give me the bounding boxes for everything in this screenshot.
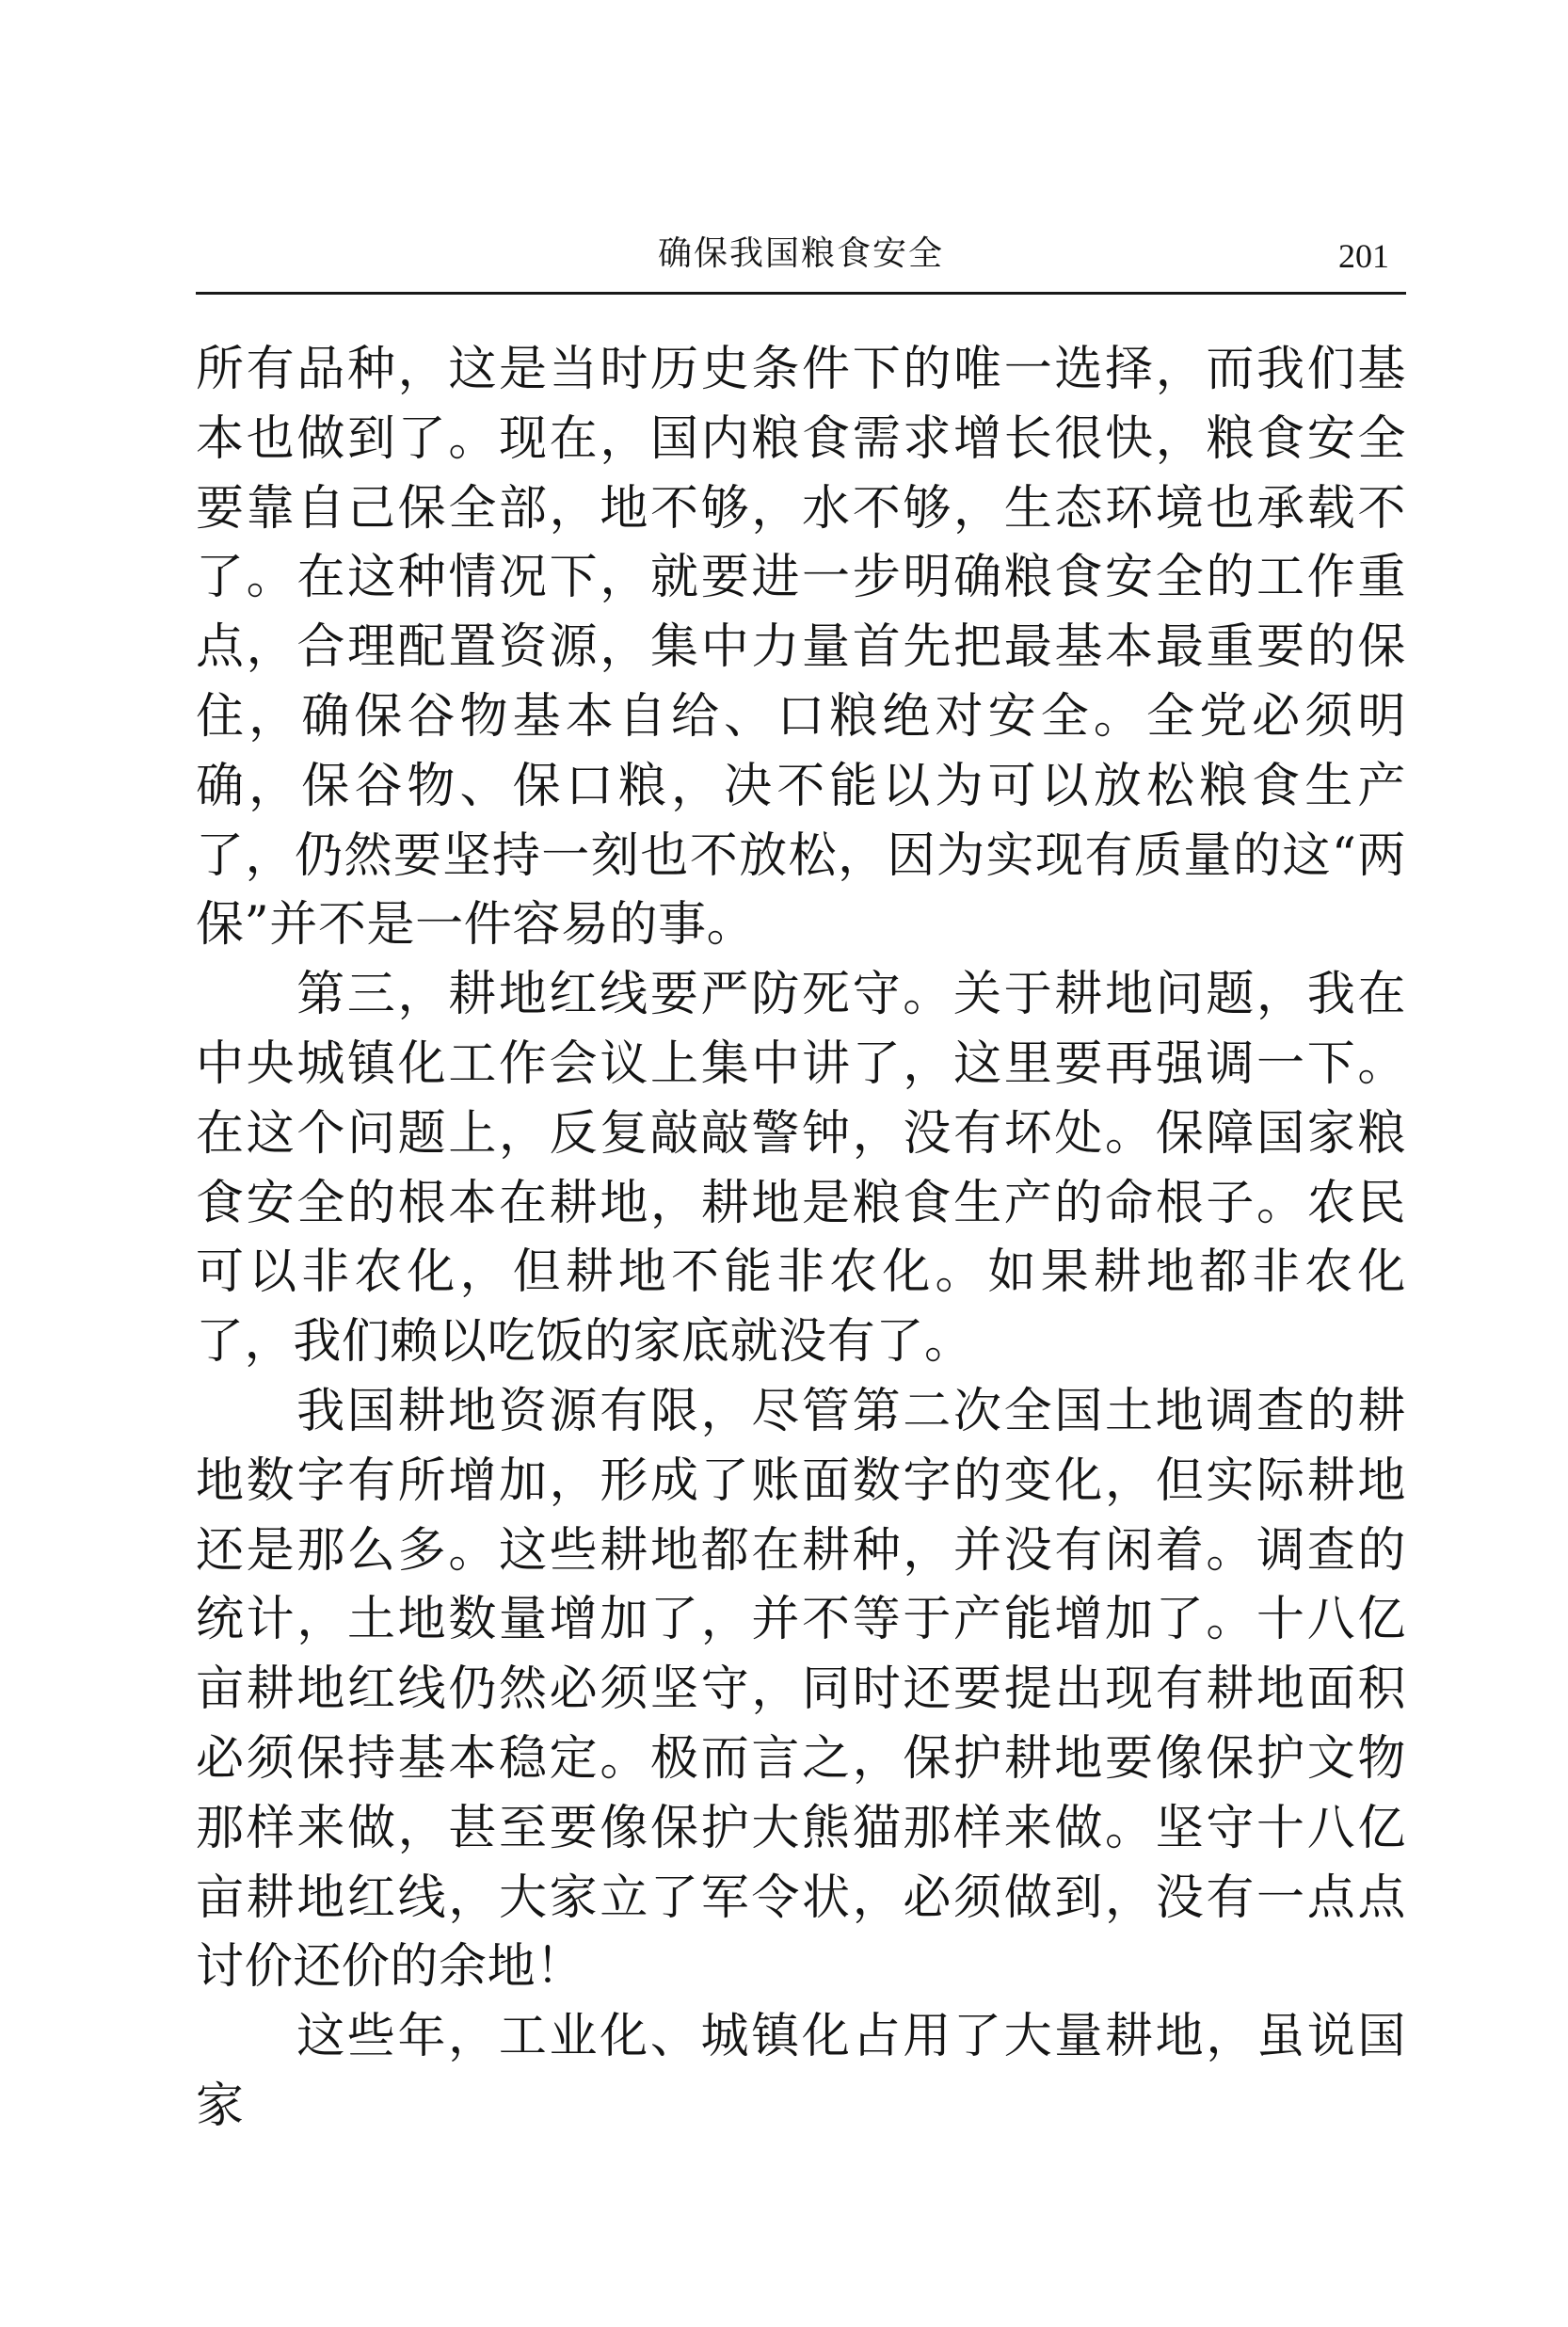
page-number: 201	[1338, 237, 1389, 275]
paragraph-1: 所有品种，这是当时历史条件下的唯一选择，而我们基本也做到了。现在，国内粮食需求增长很快，粮食安全要靠自己保全部，地不够，水不够，生态环境也承载不了。在这种情况下，就要进一步明确粮食安全的工作重点，合理配置资源，集中力量首先把最基本最重要的保住，确保谷物基本自给、口粮绝对安全。全党必须明确，保谷物、保口粮，决不能以为可以放松粮食生产了，仍然要坚持一刻也不放松，因为实现有质量的这“两保”并不是一件容易的事。	[196, 342, 1406, 954]
header-rule	[196, 292, 1406, 295]
body-text	[196, 335, 1406, 2142]
running-header	[196, 222, 1406, 288]
paragraph-2: 第三，耕地红线要严防死守。关于耕地问题，我在中央城镇化工作会议上集中讲了，这里要再强调一下。在这个问题上，反复敲敲警钟，没有坏处。保障国家粮食安全的根本在耕地，耕地是粮食生产的命根子。农民可以非农化，但耕地不能非农化。如果耕地都非农化了，我们赖以吃饭的家底就没有了。	[196, 967, 1406, 1371]
paragraph-3: 我国耕地资源有限，尽管第二次全国土地调查的耕地数字有所增加，形成了账面数字的变化，但实际耕地还是那么多。这些耕地都在耕种，并没有闲着。调查的统计，土地数量增加了，并不等于产能增加了。十八亿亩耕地红线仍然必须坚守，同时还要提出现有耕地面积必须保持基本稳定。极而言之，保护耕地要像保护文物那样来做，甚至要像保护大熊猫那样来做。坚守十八亿亩耕地红线，大家立了军令状，必须做到，没有一点点讨价还价的余地！	[196, 1383, 1406, 1996]
running-title: 确保我国粮食安全	[657, 234, 944, 273]
paragraph-4: 这些年，工业化、城镇化占用了大量耕地，虽说国家	[196, 2009, 1406, 2134]
